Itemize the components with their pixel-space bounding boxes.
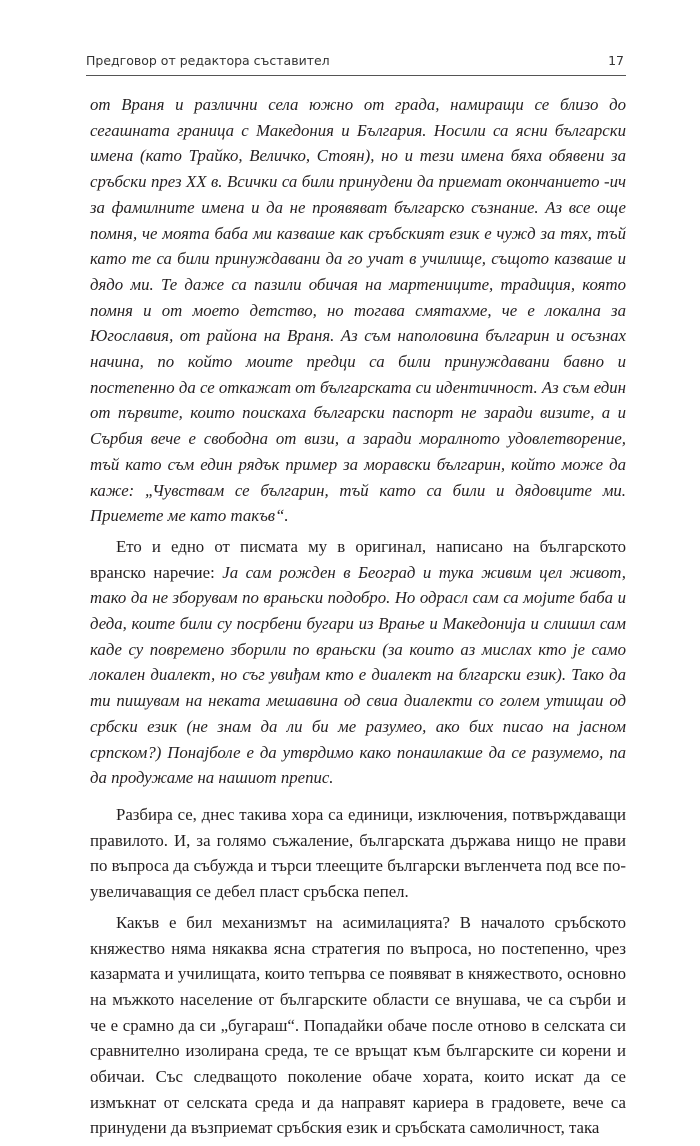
body-text <box>90 92 626 1146</box>
paragraph-intro: Ето и едно от писмата му в оригинал, написано на българското вранско наречие: <box>90 536 626 582</box>
paragraph-quoted-letter: от Враня и различни села южно от града, намиращи се близо до сегашната граница с Македония и България. Носили са ясни български имена (като Трайко, Величко, Стоян), но и тези имена бяха обявени за сръбски през XX в. Всички са били принудени да приемат окончанието -ич за фамилните имена и да не проявяват българско съзнание. Аз все още помня, че моята баба ми казваше как сръбският език е чужд за тях, тъй като те са били принуждавани да го учат в училище, същото казваше и дядо ми. Те даже са пазили обичая на мартениците, традиция, която помня и от моето детство, но тогава смятахме, че е локална за Югославия, от района на Враня. Аз съм наполовина българин и осъзнах начина, по който моите предци са били принуждавани бавно и постепенно да се откажат от българската си идентичност. Аз съм един от първите, които поискаха български паспорт не заради визите, а и Сърбия вече е свободна от визи, а заради моралното удовлетворение, тъй като съм един рядък пример за моравски българин, който може да каже: „Чувствам се българин, тъй като са били и дядовците ми. Приемете ме като такъв“. <box>90 95 626 526</box>
header-title: Предговор от редактора съставител <box>86 53 330 68</box>
running-header <box>86 53 626 73</box>
paragraph-original-letter <box>90 534 626 791</box>
paragraph-assimilation: Какъв е бил механизмът на асимилацията? В началото сръбското княжество няма някаква ясна стратегия по въпроса, но постепенно, чрез казармата и училищата, които тепърва се появяват в княжеството, основно на мъжкото население от българските области се внушава, че са сърби и че е срамно да си „бугараш“. Попадайки обаче после отново в селската си сравнително изолирана среда, те се връщат към българските си корени и обичаи. Със следващото поколение обаче хората, които искат да се измъкнат от селската среда и да направят кариера в градовете, вече са принудени да възприемат сръбския език и сръбската самоличност, така <box>90 912 626 1138</box>
dialect-quote: Ја сам рожден в Београд и тука живим цел живот, тако да не зборувам по врањски подобро. Но одрасл сам са мојите баба и деда, коите били су посрбени бугари из Врање и Македонија и слишил сам каде су повремено зборили по врањски (за които аз мислах кто је само локален диалект, но съг увиђам кто е диалект на блгарски език). Тако да ти пишувам на неката мешавина од свиа диалекти со голем утищаи од србски език (не знам да ли би ме разумео, ако бих писао на јасном српском?) Понајболе е да утврдимо како понаилакше да се разумемо, па да продужаме на нашиот препис. <box>90 562 627 788</box>
paragraph-exceptions: Разбира се, днес такива хора са единици, изключения, потвърждаващи правилото. И, за голямо съжаление, българската държава нищо не прави по въпроса да събужда и търси тлеещите български въгленчета под все по-увеличаващия се дебел пласт сръбска пепел. <box>90 804 626 902</box>
header-rule <box>86 75 626 76</box>
page-number: 17 <box>608 53 624 68</box>
